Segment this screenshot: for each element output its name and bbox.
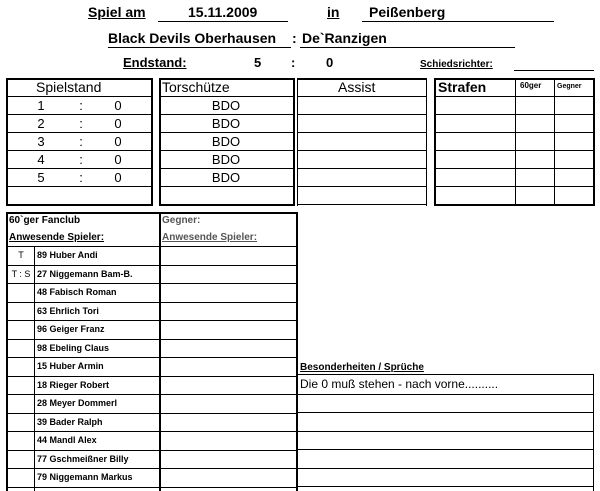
player-row-divider — [159, 394, 297, 395]
player-name: 18 Rieger Robert — [37, 380, 110, 390]
assist-bottom-border — [297, 204, 427, 205]
score-away: 0 — [114, 115, 122, 131]
player-row-divider — [159, 283, 297, 284]
goal-row-divider — [434, 96, 595, 97]
player-row-divider — [159, 265, 297, 266]
goal-row-divider — [297, 150, 427, 151]
player-name: 44 Mandl Alex — [37, 435, 97, 445]
goal-row-divider — [6, 186, 153, 187]
referee-field — [514, 70, 594, 71]
player-role-mark — [8, 283, 34, 301]
scorer-name: BDO — [211, 133, 241, 149]
notes-line-1: Die 0 muß stehen - nach vorne.......... — [300, 377, 499, 391]
player-row-divider — [159, 487, 297, 488]
home-club-name: 60`ger Fanclub — [9, 215, 81, 226]
player-row-divider — [159, 468, 297, 469]
player-row-divider — [159, 246, 297, 247]
score-home: 3 — [37, 133, 45, 149]
goal-row-divider — [297, 132, 427, 133]
game-location: Peißenberg — [369, 4, 446, 20]
penalty-60-header: 60ger — [520, 81, 542, 90]
player-role-mark: T — [18, 250, 24, 260]
score-separator: : — [79, 169, 83, 185]
home-present-label: Anwesende Spieler: — [9, 232, 105, 243]
opponent-present-label: Anwesende Spieler: — [162, 232, 258, 243]
score-home: 5 — [37, 169, 45, 185]
player-row-divider — [159, 302, 297, 303]
penalty-header: Strafen — [438, 79, 487, 95]
score-home: 1 — [37, 97, 45, 113]
scorer-name: BDO — [211, 169, 241, 185]
players-top-border — [6, 212, 298, 214]
score-away: 0 — [114, 133, 122, 149]
scorer-name: BDO — [211, 115, 241, 131]
game-date: 15.11.2009 — [188, 4, 258, 20]
player-name: 79 Niggemann Markus — [37, 472, 133, 482]
assist-header: Assist — [338, 79, 376, 95]
goal-row-divider — [297, 168, 427, 169]
player-role-mark — [8, 357, 34, 375]
penalty-opp-header: Gegner — [557, 83, 582, 90]
final-score-label: Endstand: — [123, 55, 187, 70]
team-separator: : — [292, 30, 297, 46]
score-bottom-border — [6, 204, 153, 206]
referee-label: Schiedsrichter: — [420, 59, 493, 70]
notes-row-divider — [297, 394, 594, 395]
goal-row-divider — [297, 114, 427, 115]
opponent-label: Gegner: — [162, 215, 201, 226]
player-name: 63 Ehrlich Tori — [37, 306, 99, 316]
final-home-score: 5 — [254, 55, 262, 70]
player-role-mark — [8, 450, 34, 468]
goal-row-divider — [434, 132, 595, 133]
notes-row-divider — [297, 412, 594, 413]
player-name: 27 Niggemann Bam-B. — [37, 269, 133, 279]
player-row-divider — [159, 431, 297, 432]
player-role-mark — [8, 339, 34, 357]
scorer-header: Torschütze — [162, 79, 230, 95]
player-name: 89 Huber Andi — [37, 250, 98, 260]
goal-row-divider — [434, 168, 595, 169]
goal-row-divider — [297, 96, 427, 97]
player-row-divider — [159, 357, 297, 358]
notes-row-divider — [297, 449, 594, 450]
player-name: 39 Bader Ralph — [37, 417, 103, 427]
goal-row-divider — [434, 114, 595, 115]
score-home: 2 — [37, 115, 45, 131]
notes-row-divider — [297, 486, 594, 487]
player-name: 96 Geiger Franz — [37, 324, 105, 334]
score-away: 0 — [114, 97, 122, 113]
notes-row-divider — [297, 431, 594, 432]
score-separator: : — [79, 115, 83, 131]
date-underline — [158, 21, 288, 22]
player-role-mark — [8, 376, 34, 394]
location-label: in — [327, 4, 340, 20]
player-row-divider — [159, 413, 297, 414]
notes-row-divider — [297, 374, 594, 375]
player-row-divider — [159, 320, 297, 321]
home-team: Black Devils Oberhausen — [108, 30, 277, 46]
score-header: Spielstand — [36, 79, 102, 95]
player-role-mark — [8, 320, 34, 338]
score-separator: : — [79, 97, 83, 113]
goal-row-divider — [297, 186, 427, 187]
player-role-mark: T : S — [11, 269, 31, 279]
player-name: 28 Meyer Dommerl — [37, 398, 118, 408]
player-name: 77 Gschmeißner Billy — [37, 454, 129, 464]
player-role-mark — [8, 431, 34, 449]
player-role-mark — [8, 413, 34, 431]
score-separator: : — [79, 151, 83, 167]
score-away: 0 — [114, 169, 122, 185]
score-home: 4 — [37, 151, 45, 167]
player-name: 48 Fabisch Roman — [37, 287, 117, 297]
score-away: 0 — [114, 151, 122, 167]
notes-label: Besonderheiten / Sprüche — [300, 362, 424, 373]
game-date-label: Spiel am — [88, 4, 146, 20]
player-row-divider — [159, 450, 297, 451]
final-score-separator: : — [291, 55, 296, 70]
player-name: 15 Huber Armin — [37, 361, 104, 371]
player-name: 98 Ebeling Claus — [37, 343, 110, 353]
player-role-mark — [8, 468, 34, 486]
goal-row-divider — [434, 150, 595, 151]
away-team-underline — [300, 47, 515, 48]
scorer-bottom-border — [159, 204, 295, 206]
scorer-name: BDO — [211, 151, 241, 167]
home-team-underline — [108, 47, 291, 48]
player-row-divider — [159, 376, 297, 377]
player-role-mark — [8, 394, 34, 412]
away-team: De`Ranzigen — [302, 30, 387, 46]
player-row-divider — [159, 339, 297, 340]
scorer-name: BDO — [211, 97, 241, 113]
player-row-divider — [6, 487, 160, 488]
player-role-mark — [8, 302, 34, 320]
location-underline — [362, 21, 554, 22]
notes-row-divider — [297, 468, 594, 469]
goal-row-divider — [434, 186, 595, 187]
penalty-bottom-border — [434, 204, 595, 206]
goal-row-divider — [159, 186, 295, 187]
final-away-score: 0 — [326, 55, 334, 70]
score-separator: : — [79, 133, 83, 149]
notes-right-border — [593, 375, 594, 491]
